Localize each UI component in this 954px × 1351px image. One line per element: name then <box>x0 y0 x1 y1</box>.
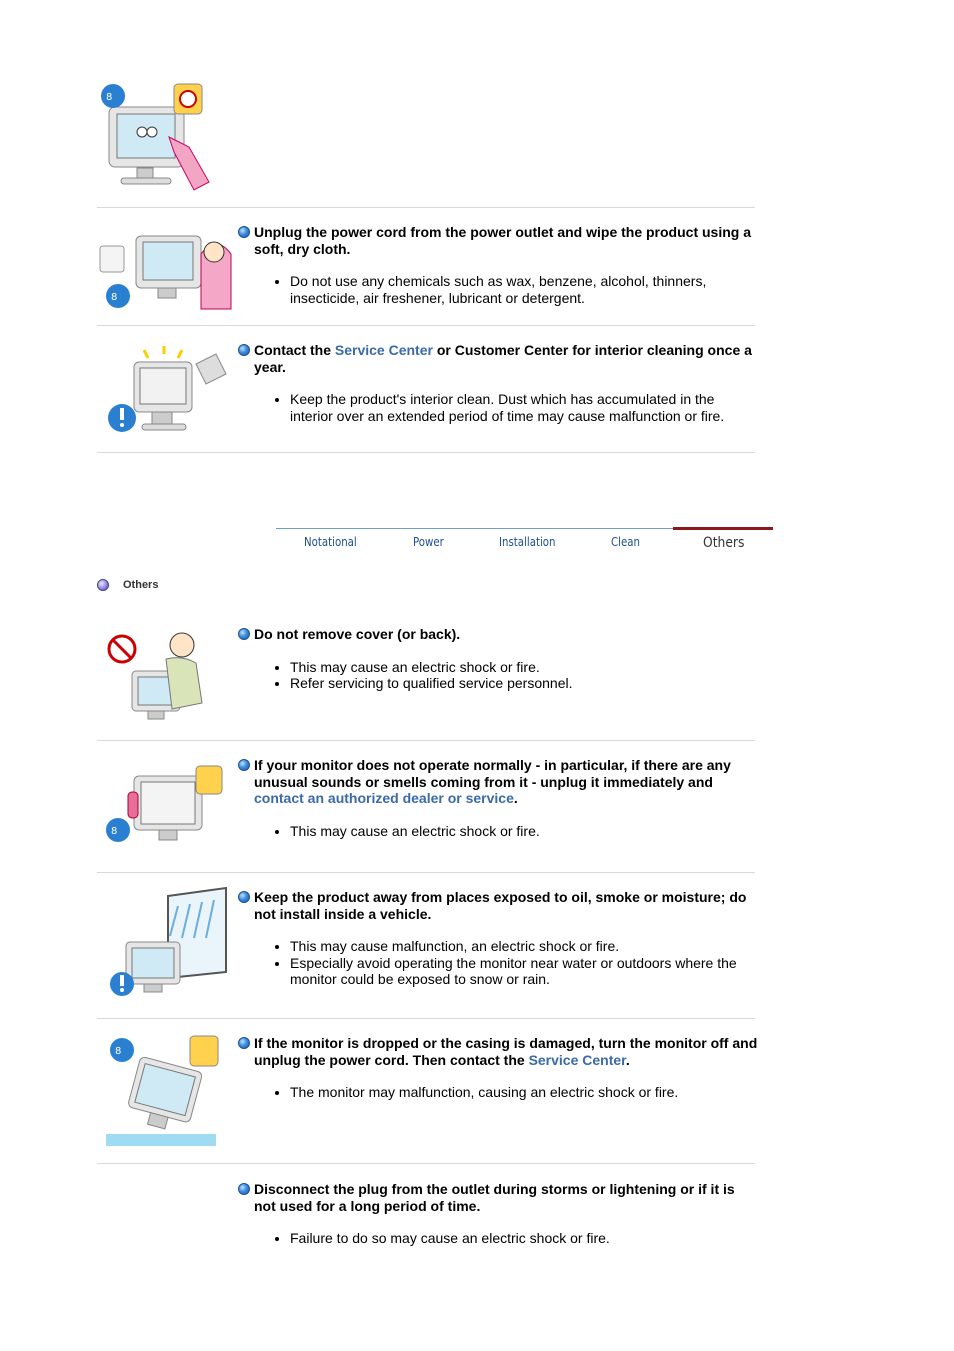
cleaning-illustration <box>99 82 227 194</box>
svg-text:8: 8 <box>115 1046 122 1057</box>
item-heading: Disconnect the plug from the outlet during storms or lightening or if it is not used for a long period of time. <box>238 1181 758 1214</box>
list-item: • This may cause an electric shock or fire. <box>290 659 758 676</box>
list-item: • Refer servicing to qualified service personnel. <box>290 675 758 692</box>
item-bullets <box>238 391 758 424</box>
others-item-dropped <box>238 1035 758 1101</box>
authorized-dealer-link[interactable]: contact an authorized dealer or service <box>254 790 514 806</box>
list-item: • This may cause an electric shock or fire. <box>290 823 758 840</box>
list-item: • This may cause malfunction, an electric shock or fire. <box>290 938 758 955</box>
item-bullets <box>238 1230 758 1247</box>
item-heading: Keep the product away from places exposed to oil, smoke or moisture; do not install inside a vehicle. <box>238 889 758 922</box>
service-center-link[interactable]: Service Center <box>528 1051 626 1068</box>
svg-text:8: 8 <box>111 292 118 303</box>
clean-item-service-center <box>238 342 758 424</box>
remove-cover-illustration <box>106 627 210 723</box>
item-heading: Unplug the power cord from the power outlet and wipe the product using a soft, dry cloth. <box>238 224 758 257</box>
unplug-wipe-illustration <box>96 224 232 312</box>
section-bullet-icon <box>97 579 109 591</box>
category-tabs <box>276 528 774 554</box>
others-item-moisture <box>238 889 758 988</box>
list-item: • Keep the product's interior clean. Dust which has accumulated in the interior over an extended period of time may cause malfunction or fire. <box>290 391 758 424</box>
interior-cleaning-illustration <box>104 344 232 436</box>
list-item: • Do not use any chemicals such as wax, benzene, alcohol, thinners, insecticide, air freshener, lubricant or detergent. <box>290 273 758 306</box>
moisture-illustration <box>108 886 230 1000</box>
heading-bullet-icon <box>238 891 250 903</box>
heading-bullet-icon <box>238 226 250 238</box>
list-item: • The monitor may malfunction, causing an electric shock or fire. <box>290 1084 758 1101</box>
tab-installation[interactable]: Installation <box>499 535 556 549</box>
heading-bullet-icon <box>238 1183 250 1195</box>
item-bullets <box>238 938 758 988</box>
service-center-link[interactable]: Service Center <box>334 342 433 358</box>
list-item: • Especially avoid operating the monitor near water or outdoors where the monitor could be exposed to snow or rain. <box>290 955 758 988</box>
abnormal-operation-illustration <box>104 764 234 850</box>
tab-clean[interactable]: Clean <box>611 535 640 549</box>
active-tab-marker <box>673 527 773 530</box>
heading-bullet-icon <box>238 759 250 771</box>
heading-bullet-icon <box>238 1037 250 1049</box>
heading-bullet-icon <box>238 628 250 640</box>
svg-text:8: 8 <box>111 826 118 837</box>
item-heading: If your monitor does not operate normally - in particular, if there are any unusual sounds or smells coming from it - unplug it immediately and contact an authorized dealer or service. <box>238 757 758 807</box>
item-heading: Contact the Service Center or Customer Center for interior cleaning once a year. <box>238 342 758 375</box>
heading-bullet-icon <box>238 344 250 356</box>
item-bullets <box>238 659 758 692</box>
item-bullets <box>238 823 758 840</box>
others-item-abnormal <box>238 757 758 839</box>
list-item: • Failure to do so may cause an electric shock or fire. <box>290 1230 758 1247</box>
item-heading: Do not remove cover (or back). <box>238 626 758 643</box>
svg-text:8: 8 <box>106 92 113 103</box>
tab-divider <box>276 528 673 529</box>
dropped-monitor-illustration <box>106 1034 228 1148</box>
tab-others[interactable]: Others <box>703 535 745 551</box>
item-bullets <box>238 1084 758 1101</box>
clean-item-unplug-wipe <box>238 224 758 306</box>
others-item-storms <box>238 1181 758 1247</box>
item-heading: If the monitor is dropped or the casing is damaged, turn the monitor off and unplug the power cord. Then contact the Service Center. <box>238 1035 758 1068</box>
item-bullets <box>238 273 758 306</box>
others-item-cover <box>238 626 758 692</box>
tab-notational[interactable]: Notational <box>304 535 357 549</box>
tab-power[interactable]: Power <box>413 535 444 549</box>
